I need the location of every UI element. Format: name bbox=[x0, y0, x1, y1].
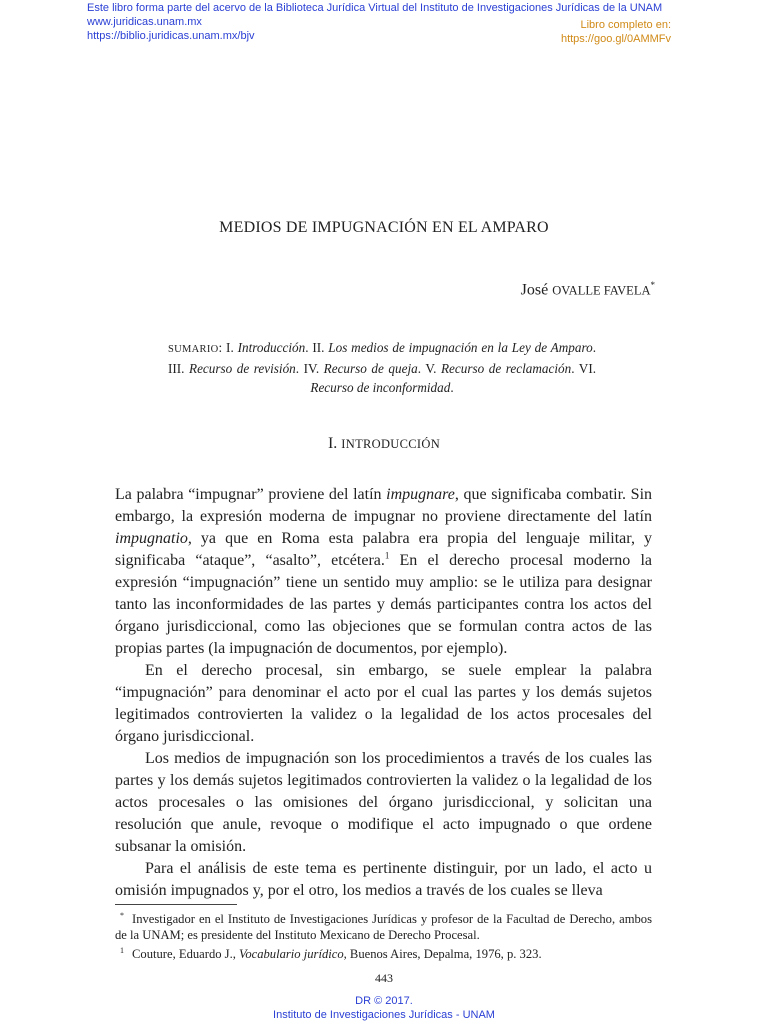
summary-item: Recurso de revisión bbox=[189, 361, 296, 376]
summary-item: Recurso de reclamación bbox=[441, 361, 572, 376]
summary-item: Recurso de inconformidad bbox=[310, 380, 451, 395]
body-text bbox=[115, 484, 652, 902]
summary-item: Introducción bbox=[237, 340, 306, 355]
full-book-header bbox=[561, 18, 671, 46]
chapter-title: MEDIOS DE IMPUGNACIÓN EN EL AMPARO bbox=[219, 219, 549, 236]
copyright-line: DR © 2017. bbox=[355, 995, 413, 1007]
footnote: $^1$ Couture, Eduardo J., Vocabulario jurídico, Buenos Aires, Depalma, 1976, p. 323. bbox=[120, 946, 542, 962]
summary-block: SUMARIO: I. Introducción. II. Los medios de impugnación en la Ley de Amparo. III. Recurso de revisión. IV. Recurso de queja. V. Recurso de reclamación. VI. Recurso de inconformidad. bbox=[168, 340, 597, 395]
author-first-name: José bbox=[520, 281, 553, 299]
library-notice: Este libro forma parte del acervo de la Biblioteca Jurídica Virtual del Instituto de Investigaciones Jurídicas de la UNAM bbox=[87, 2, 663, 14]
author-last-name: OVALLE FAVELA bbox=[552, 283, 651, 298]
paragraph: En el derecho procesal, sin embargo, se suele emplear la palabra “impugnación” para denominar el acto por el cual las partes y los demás sujetos legitimados controvierten la validez o la legalidad de los actos procesales del órgano jurisdiccional. bbox=[115, 662, 652, 745]
section-title: INTRODUCCIÓN bbox=[341, 437, 441, 451]
institute-line: Instituto de Investigaciones Jurídicas - UNAM bbox=[273, 1009, 495, 1021]
juridicas-link[interactable]: www.juridicas.unam.mx bbox=[87, 16, 202, 28]
paragraph: Para el análisis de este tema es pertinente distinguir, por un lado, el acto u omisión impugnados y, por el otro, los medios a través de los cuales se lleva bbox=[115, 860, 652, 899]
section-heading bbox=[0, 435, 768, 453]
footnote: * Investigador en el Instituto de Investigaciones Jurídicas y profesor de la Facultad de Derecho, ambos de la UNAM; es presidente del Instituto Mexicano de Derecho Procesal. bbox=[115, 911, 652, 943]
author-footnote-mark: * bbox=[650, 280, 655, 290]
full-book-label: Libro completo en: bbox=[580, 19, 671, 31]
summary-label: SUMARIO bbox=[168, 344, 219, 355]
footnotes bbox=[115, 908, 652, 962]
author-name bbox=[521, 280, 655, 299]
bjv-link[interactable]: https://biblio.juridicas.unam.mx/bjv bbox=[87, 30, 255, 42]
footnote-divider bbox=[115, 904, 237, 905]
section-number: I. bbox=[327, 435, 342, 452]
full-book-link[interactable]: https://goo.gl/0AMMFv bbox=[560, 33, 671, 45]
paragraph: La palabra “impugnar” proviene del latín impugnare, que significaba combatir. Sin embargo, la expresión moderna de impugnar no proviene directamente del latín impugnatio, ya que en Roma esta palabra era propia del lenguaje militar, y significaba “ataque”, “asalto”, etcétera.$^1$ En el derecho procesal moderno la expresión “impugnación” tiene un sentido muy amplio: se le utiliza para designar tanto las inconformidades de las partes y demás participantes contra los actos del órgano jurisdiccional, como las objeciones que se formulan contra actos de las propias partes (la impugnación de documentos, por ejemplo). bbox=[115, 486, 653, 657]
summary-item: Los medios de impugnación en la Ley de Amparo bbox=[328, 340, 593, 355]
footnote-ref: 1 bbox=[384, 550, 390, 561]
summary-item: Recurso de queja bbox=[323, 361, 418, 376]
page-number: 443 bbox=[375, 971, 393, 985]
copyright-footer bbox=[0, 994, 768, 1022]
paragraph: Los medios de impugnación son los procedimientos a través de los cuales las partes y los demás sujetos legitimados controvierten la validez o la legalidad de los actos procesales o las omisiones del órgano jurisdiccional, y solicitan una resolución que anule, revoque o modifique el acto impugnado o que ordene subsanar la omisión. bbox=[115, 750, 652, 855]
